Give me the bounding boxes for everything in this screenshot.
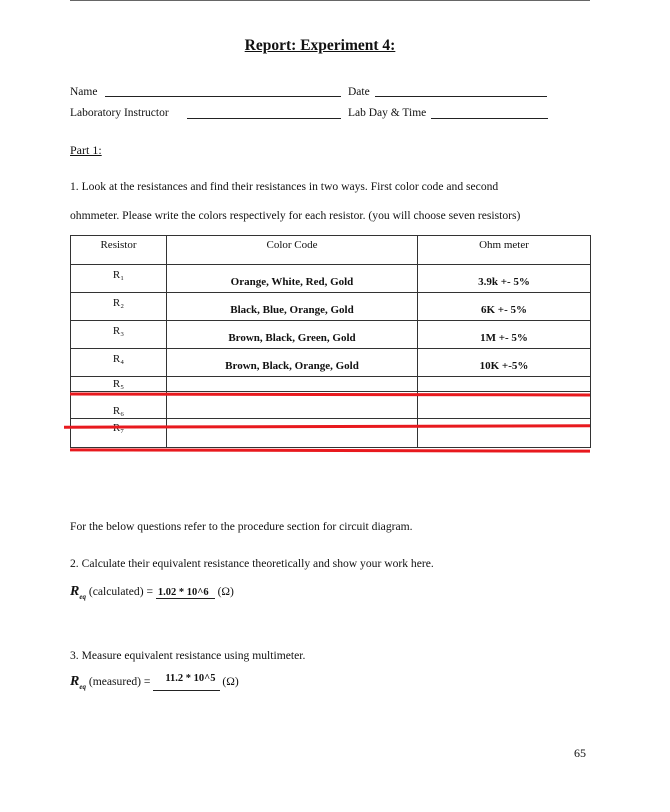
resistor-name: R₂ bbox=[112, 297, 125, 309]
measured-answer bbox=[70, 674, 239, 695]
part-heading: Part 1: bbox=[70, 143, 102, 157]
table-row bbox=[71, 419, 591, 448]
ohm-cell[interactable] bbox=[418, 321, 591, 349]
name-label: Name bbox=[70, 86, 98, 98]
labday-field[interactable] bbox=[431, 118, 548, 119]
color-cell[interactable] bbox=[167, 419, 418, 448]
question-1-line-1: 1. Look at the resistances and find their resistances in two ways. First color code and second bbox=[70, 180, 499, 193]
color-code-value: Brown, Black, Orange, Gold bbox=[225, 360, 359, 372]
color-code-value: Brown, Black, Green, Gold bbox=[228, 332, 356, 344]
color-cell[interactable] bbox=[167, 321, 418, 349]
calculated-unit: (Ω) bbox=[217, 585, 234, 598]
ohm-cell[interactable] bbox=[418, 293, 591, 321]
color-cell[interactable] bbox=[167, 349, 418, 377]
ohm-cell[interactable] bbox=[418, 377, 591, 392]
color-cell[interactable] bbox=[167, 377, 418, 392]
ohm-value: 6K +- 5% bbox=[481, 304, 527, 316]
ohm-value: 10K +-5% bbox=[479, 360, 529, 372]
resistor-name: R₄ bbox=[112, 353, 125, 365]
color-code-value: Black, Blue, Orange, Gold bbox=[230, 304, 354, 316]
calculated-answer bbox=[70, 584, 234, 601]
table-row bbox=[71, 377, 591, 392]
top-rule bbox=[70, 0, 590, 1]
color-cell[interactable] bbox=[167, 265, 418, 293]
instructor-field[interactable] bbox=[187, 118, 341, 119]
resistor-cell bbox=[71, 293, 167, 321]
page-title: Report: Experiment 4: bbox=[244, 37, 396, 54]
note-text: For the below questions refer to the procedure section for circuit diagram. bbox=[70, 520, 413, 533]
req-symbol: $R_{eq}$ bbox=[70, 584, 86, 601]
table-row bbox=[71, 349, 591, 377]
measured-label: (measured) = bbox=[88, 675, 151, 688]
date-field[interactable] bbox=[375, 96, 547, 97]
resistor-cell bbox=[71, 265, 167, 293]
table-row bbox=[71, 321, 591, 349]
ohm-value: 1M +- 5% bbox=[480, 332, 528, 344]
question-3: 3. Measure equivalent resistance using multimeter. bbox=[70, 649, 306, 662]
calculated-value[interactable]: 1.02 * 10^6 bbox=[156, 587, 215, 599]
header-color-code: Color Code bbox=[167, 236, 418, 265]
resistor-cell bbox=[71, 419, 167, 448]
req-symbol: $R_{eq}$ bbox=[70, 674, 86, 691]
question-1-line-2: ohmmeter. Please write the colors respectively for each resistor. (you will choose seven resistors) bbox=[70, 209, 521, 222]
ohm-cell[interactable] bbox=[418, 265, 591, 293]
ohm-cell[interactable] bbox=[418, 419, 591, 448]
question-2: 2. Calculate their equivalent resistance theoretically and show your work here. bbox=[70, 557, 434, 570]
table-row bbox=[71, 293, 591, 321]
instructor-label: Laboratory Instructor bbox=[70, 107, 169, 119]
resistor-name: R₁ bbox=[112, 269, 125, 281]
header-resistor: Resistor bbox=[71, 236, 167, 265]
table-row bbox=[71, 265, 591, 293]
resistor-table bbox=[70, 235, 591, 448]
name-field[interactable] bbox=[105, 96, 341, 97]
calculated-label: (calculated) = bbox=[88, 585, 154, 598]
table-header-row bbox=[71, 236, 591, 265]
page-number: 65 bbox=[574, 746, 586, 760]
red-strike-line bbox=[70, 448, 590, 452]
resistor-name: R₆ bbox=[112, 405, 125, 417]
resistor-cell bbox=[71, 377, 167, 392]
measured-value[interactable]: 11.2 * 10^5 bbox=[153, 673, 219, 691]
resistor-cell bbox=[71, 321, 167, 349]
date-label: Date bbox=[348, 86, 370, 98]
ohm-value: 3.9k +- 5% bbox=[478, 276, 530, 288]
resistor-name: R₅ bbox=[112, 378, 125, 390]
labday-label: Lab Day & Time bbox=[348, 107, 427, 119]
measured-unit: (Ω) bbox=[222, 675, 239, 688]
resistor-cell bbox=[71, 349, 167, 377]
ohm-cell[interactable] bbox=[418, 349, 591, 377]
color-cell[interactable] bbox=[167, 293, 418, 321]
resistor-name: R₃ bbox=[112, 325, 125, 337]
color-code-value: Orange, White, Red, Gold bbox=[230, 276, 354, 288]
header-ohm-meter: Ohm meter bbox=[418, 236, 591, 265]
